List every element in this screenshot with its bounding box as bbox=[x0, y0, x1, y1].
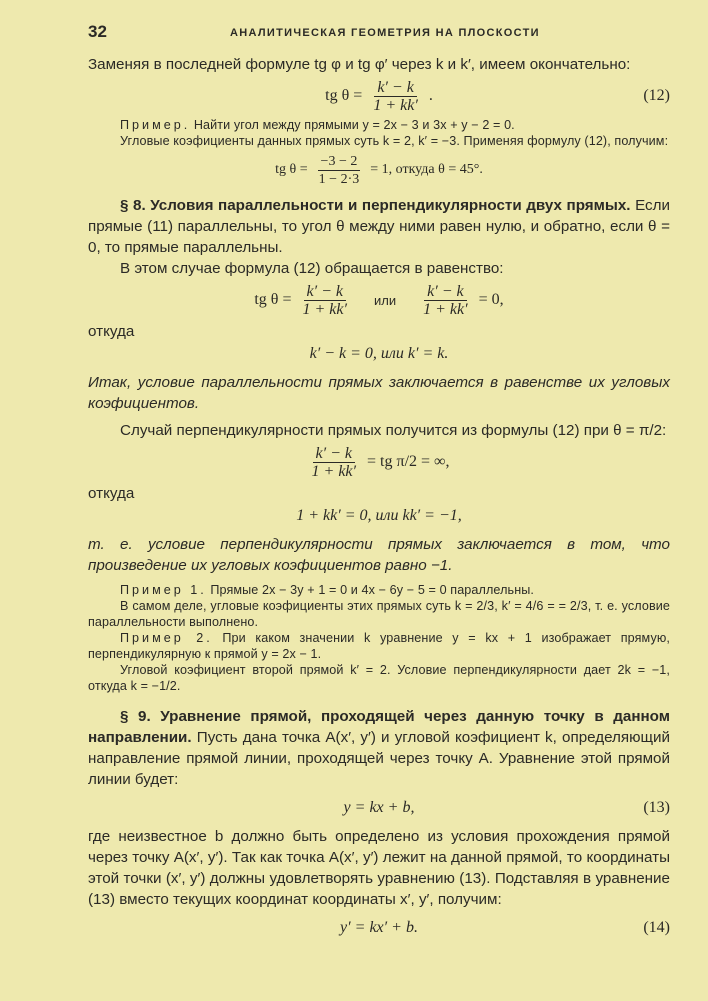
equation-number: (13) bbox=[643, 799, 670, 816]
section-heading: § 9. Уравнение прямой, проходящей через данную точку в данном направлении. bbox=[88, 708, 670, 746]
fraction bbox=[420, 283, 471, 318]
section-9 bbox=[88, 706, 670, 790]
denominator: 1 + kk′ bbox=[302, 300, 347, 318]
eq-rhs: = 0, bbox=[478, 291, 504, 308]
example-label: Пример 2. bbox=[120, 631, 213, 645]
example-label: Пример. bbox=[120, 118, 191, 132]
paragraph: В этом случае формула (12) обращается в равенство: bbox=[120, 260, 504, 277]
page-header bbox=[88, 20, 670, 54]
section-heading: § 8. Условия параллельности и перпендикулярности двух прямых. bbox=[120, 197, 631, 214]
fraction bbox=[316, 153, 363, 188]
section-text: Если прямые (11) параллельны, то угол θ между ними равен нулю, и обратно, если θ = 0, то прямые параллельны. bbox=[88, 197, 670, 256]
denominator: 1 + kk′ bbox=[311, 462, 357, 480]
eq-body: y′ = kx′ + b. bbox=[340, 919, 418, 936]
word-otkuda: откуда bbox=[88, 485, 135, 502]
numerator: k′ − k bbox=[304, 283, 347, 301]
eq-tail: . bbox=[428, 87, 433, 104]
example-text: Прямые 2x − 3y + 1 = 0 и 4x − 6y − 5 = 0 параллельны. bbox=[206, 583, 535, 597]
equation-14 bbox=[88, 916, 670, 940]
running-title: АНАЛИТИЧЕСКАЯ ГЕОМЕТРИЯ НА ПЛОСКОСТИ bbox=[230, 27, 540, 39]
numerator: k′ − k bbox=[424, 283, 467, 301]
numerator: −3 − 2 bbox=[318, 153, 361, 171]
paragraph-final: где неизвестное b должно быть определено из условия прохождения прямой через точку A(x′, y′). Так как точка A(x′, y′) лежит на данной прямой, то координаты этой точки (x′, y′) должны удовлетворять уравнению (13). Подставляя в уравнение (13) вместо текущих координат координаты x′, y′, получим: bbox=[88, 828, 670, 908]
example-label: Пример 1. bbox=[120, 583, 207, 597]
eq-body: y = kx + b, bbox=[343, 799, 415, 816]
eq-lhs: tg θ = bbox=[254, 291, 292, 308]
denominator: 1 + kk′ bbox=[373, 96, 418, 114]
perpendicular-condition: т. е. условие перпендикулярности прямых заключается в том, что произведение их угловых коэфициентов равно −1. bbox=[88, 536, 670, 574]
numerator: k′ − k bbox=[313, 445, 356, 463]
example bbox=[88, 117, 670, 149]
equation-number: (14) bbox=[643, 919, 670, 936]
eq-lhs: tg θ = bbox=[275, 162, 308, 177]
eq-rhs: = 1, откуда θ = 45°. bbox=[370, 162, 483, 177]
numerator: k′ − k bbox=[374, 79, 417, 97]
page-number: 32 bbox=[88, 22, 107, 41]
examples bbox=[88, 582, 670, 694]
eq-or: или bbox=[374, 292, 397, 308]
eq-lhs: tg θ = bbox=[325, 87, 363, 104]
section-text: Пусть дана точка A(x′, y′) и угловой коэфициент k, определяющий направление прямой линии, проходящей через точку A. Уравнение этой прямой линии будет: bbox=[88, 729, 670, 788]
parallel-condition: Итак, условие параллельности прямых заключается в равенстве их угловых коэфициентов. bbox=[88, 374, 670, 412]
fraction bbox=[309, 445, 360, 480]
example-text-2: Угловой коэфициент второй прямой k′ = 2. Условие перпендикулярности дает 2k = −1, откуда k = −1/2. bbox=[88, 663, 670, 693]
paragraph-intro: Заменяя в последней формуле tg φ и tg φ′ через k и k′, имеем окончательно: bbox=[88, 56, 631, 73]
example-equation bbox=[88, 151, 670, 189]
example-text: Найти угол между прямыми y = 2x − 3 и 3x + y − 2 = 0. bbox=[190, 118, 515, 132]
equation-13 bbox=[88, 796, 670, 820]
paragraph-perpendicular: Случай перпендикулярности прямых получится из формулы (12) при θ = π/2: bbox=[120, 422, 667, 439]
denominator: 1 − 2·3 bbox=[318, 171, 360, 187]
equation-number: (12) bbox=[643, 87, 670, 104]
example-text: При каком значении k уравнение y = kx + 1 изображает прямую, перпендикулярную к прямой y = 2x − 1. bbox=[88, 631, 670, 661]
denominator: 1 + kk′ bbox=[423, 300, 468, 318]
equation-12 bbox=[88, 77, 670, 115]
eq-rhs: = tg π/2 = ∞, bbox=[367, 453, 450, 470]
equation-parallel bbox=[88, 281, 670, 319]
section-8 bbox=[88, 195, 670, 258]
fraction bbox=[370, 79, 421, 114]
fraction bbox=[300, 283, 351, 318]
word-otkuda: откуда bbox=[88, 323, 135, 340]
equation-perpendicular bbox=[88, 443, 670, 481]
equation-parallel-result: k′ − k = 0, или k′ = k. bbox=[309, 345, 449, 362]
equation-perpendicular-result: 1 + kk′ = 0, или kk′ = −1, bbox=[296, 507, 462, 524]
example-text-2: В самом деле, угловые коэфициенты этих прямых суть k = 2/3, k′ = 4/6 = = 2/3, т. е. условие параллельности выполнено. bbox=[88, 599, 670, 629]
example-text-2: Угловые коэфициенты данных прямых суть k = 2, k′ = −3. Применяя формулу (12), получим: bbox=[120, 134, 669, 148]
